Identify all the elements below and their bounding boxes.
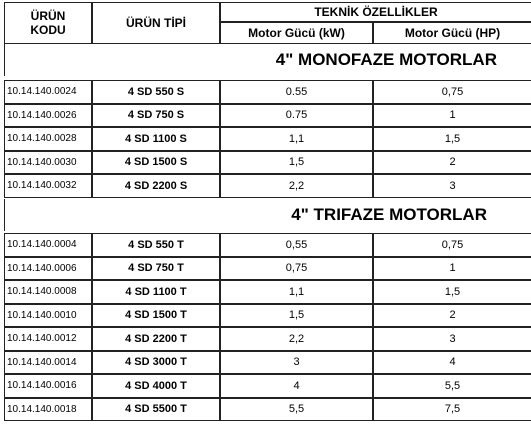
product-type-cell: 4 SD 1500 T — [92, 304, 220, 328]
header-product-type-label: ÜRÜN TİPİ — [126, 16, 186, 30]
header-product-code-line1: ÜRÜN — [30, 9, 66, 23]
header-motor-power-hp — [373, 22, 531, 44]
section-title-monofaze-label: 4" MONOFAZE MOTORLAR — [275, 50, 497, 69]
motor-power-hp-cell: 1,5 — [373, 127, 531, 151]
product-code-cell: 10.14.140.0018 — [4, 398, 92, 422]
product-type-cell: 4 SD 1100 T — [92, 280, 220, 304]
product-type-cell: 4 SD 2200 S — [92, 174, 220, 198]
product-code-cell: 10.14.140.0032 — [4, 174, 92, 198]
motor-power-hp-cell: 7,5 — [373, 398, 531, 422]
product-code-cell: 10.14.140.0008 — [4, 280, 92, 304]
motor-power-hp-cell: 4 — [373, 351, 531, 375]
header-motor-power-kw-label: Motor Gücü (kW) — [248, 26, 345, 40]
table-row — [0, 80, 531, 104]
product-type-cell: 4 SD 1100 S — [92, 127, 220, 151]
table-row — [0, 174, 531, 198]
motor-power-hp-cell: 2 — [373, 151, 531, 175]
product-type-cell: 4 SD 3000 T — [92, 351, 220, 375]
motor-power-kw-cell: 0.75 — [220, 104, 373, 128]
motor-power-hp-cell: 3 — [373, 327, 531, 351]
motor-power-kw-cell: 2,2 — [220, 174, 373, 198]
product-type-cell: 4 SD 1500 S — [92, 151, 220, 175]
table-row — [0, 351, 531, 375]
motor-power-kw-cell: 1,1 — [220, 280, 373, 304]
product-type-cell: 4 SD 550 T — [92, 233, 220, 257]
product-code-cell: 10.14.140.0024 — [4, 80, 92, 104]
product-type-cell: 4 SD 750 T — [92, 257, 220, 281]
motor-power-kw-cell: 3 — [220, 351, 373, 375]
section-title-monofaze — [4, 44, 531, 76]
motor-power-kw-cell: 1,1 — [220, 127, 373, 151]
header-product-code-line2: KODU — [30, 23, 66, 37]
section-title-trifaze-label: 4" TRIFAZE MOTORLAR — [291, 205, 487, 224]
header-technical-specs-label: TEKNİK ÖZELLİKLER — [314, 5, 438, 19]
motor-power-kw-cell: 1,5 — [220, 151, 373, 175]
table-row — [0, 304, 531, 328]
header-technical-specs — [220, 2, 531, 22]
table-row — [0, 257, 531, 281]
motor-power-hp-cell: 5,5 — [373, 374, 531, 398]
product-code-cell: 10.14.140.0006 — [4, 257, 92, 281]
header-motor-power-hp-label: Motor Gücü (HP) — [404, 26, 501, 40]
motor-power-hp-cell: 0,75 — [373, 80, 531, 104]
product-code-cell: 10.14.140.0016 — [4, 374, 92, 398]
motor-power-hp-cell: 1 — [373, 104, 531, 128]
motor-power-hp-cell: 2 — [373, 304, 531, 328]
table-row — [0, 151, 531, 175]
table-row — [0, 280, 531, 304]
product-type-cell: 4 SD 5500 T — [92, 398, 220, 422]
motor-power-hp-cell: 1,5 — [373, 280, 531, 304]
table-row — [0, 398, 531, 422]
table-row — [0, 127, 531, 151]
table-row — [0, 104, 531, 128]
section-title-trifaze — [4, 199, 531, 231]
motor-power-kw-cell: 2,2 — [220, 327, 373, 351]
motor-power-hp-cell: 0,75 — [373, 233, 531, 257]
product-type-cell: 4 SD 2200 T — [92, 327, 220, 351]
motor-power-kw-cell: 0,55 — [220, 233, 373, 257]
motor-power-kw-cell: 0,75 — [220, 257, 373, 281]
product-type-cell: 4 SD 4000 T — [92, 374, 220, 398]
motor-power-kw-cell: 5,5 — [220, 398, 373, 422]
product-type-cell: 4 SD 550 S — [92, 80, 220, 104]
motor-power-kw-cell: 0.55 — [220, 80, 373, 104]
header-product-type — [92, 2, 220, 44]
table-row — [0, 233, 531, 257]
header-product-code — [4, 2, 92, 44]
product-code-cell: 10.14.140.0026 — [4, 104, 92, 128]
product-code-cell: 10.14.140.0030 — [4, 151, 92, 175]
motor-power-kw-cell: 4 — [220, 374, 373, 398]
table-row — [0, 374, 531, 398]
motor-power-kw-cell: 1,5 — [220, 304, 373, 328]
table-row — [0, 327, 531, 351]
product-code-cell: 10.14.140.0028 — [4, 127, 92, 151]
product-type-cell: 4 SD 750 S — [92, 104, 220, 128]
motor-power-hp-cell: 3 — [373, 174, 531, 198]
product-code-cell: 10.14.140.0010 — [4, 304, 92, 328]
product-code-cell: 10.14.140.0004 — [4, 233, 92, 257]
header-motor-power-kw — [220, 22, 373, 44]
product-code-cell: 10.14.140.0014 — [4, 351, 92, 375]
motor-power-hp-cell: 1 — [373, 257, 531, 281]
product-code-cell: 10.14.140.0012 — [4, 327, 92, 351]
